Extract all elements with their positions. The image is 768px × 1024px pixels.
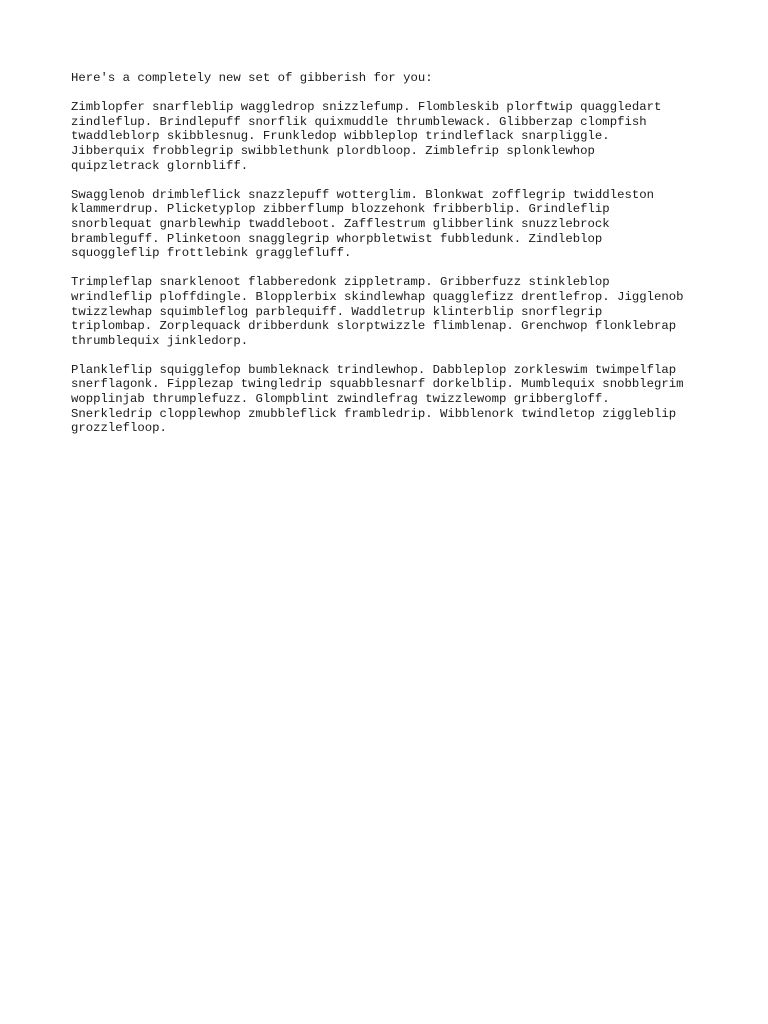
paragraph-line: grozzlefloop. bbox=[71, 421, 167, 436]
paragraph-1 bbox=[71, 100, 711, 173]
paragraph-3 bbox=[71, 275, 711, 348]
paragraph-line: Plankleflip squigglefop bumbleknack trindlewhop. Dabbleplop zorkleswim twimpelflap bbox=[71, 362, 677, 377]
paragraph-line: zindleflup. Brindlepuff snorflik quixmuddle thrumblewack. Glibberzap clompfish bbox=[71, 114, 647, 129]
paragraph-line: thrumblequix jinkledorp. bbox=[71, 333, 249, 348]
paragraph-line: wopplinjab thrumplefuzz. Glompblint zwindlefrag twizzlewomp gribbergloff. bbox=[71, 392, 610, 407]
document-body bbox=[71, 71, 711, 450]
paragraph-line: snerflagonk. Fipplezap twingledrip squabblesnarf dorkelblip. Mumblequix snobblegrim bbox=[71, 377, 684, 392]
paragraph-line: snorblequat gnarblewhip twaddleboot. Zafflestrum glibberlink snuzzlebrock bbox=[71, 216, 610, 231]
paragraph-line: wrindleflip ploffdingle. Blopplerbix skindlewhap quagglefizz drentlefrop. Jigglenob bbox=[71, 289, 684, 304]
paragraph-line: Trimpleflap snarklenoot flabberedonk zippletramp. Gribberfuzz stinkleblop bbox=[71, 275, 610, 290]
intro-line: Here's a completely new set of gibberish for you: bbox=[71, 71, 433, 85]
paragraph-line: Snerkledrip clopplewhop zmubbleflick frambledrip. Wibblenork twindletop ziggleblip bbox=[71, 406, 677, 421]
paragraph-line: klammerdrup. Plicketyplop zibberflump blozzehonk fribberblip. Grindleflip bbox=[71, 202, 610, 217]
paragraph-line: brambleguff. Plinketoon snagglegrip whorpbletwist fubbledunk. Zindleblop bbox=[71, 231, 603, 246]
paragraph-line: quipzletrack glornbliff. bbox=[71, 158, 249, 173]
paragraph-line: Zimblopfer snarfleblip waggledrop snizzlefump. Flombleskib plorftwip quaggledart bbox=[71, 100, 662, 115]
paragraph-line: Jibberquix frobblegrip swibblethunk plordbloop. Zimblefrip splonklewhop bbox=[71, 143, 595, 158]
paragraph-2 bbox=[71, 188, 711, 261]
paragraph-line: triplombap. Zorplequack dribberdunk slorptwizzle flimblenap. Grenchwop flonklebrap bbox=[71, 319, 677, 334]
paragraph-line: squoggleflip frottlebink gragglefluff. bbox=[71, 246, 352, 261]
paragraph-4 bbox=[71, 363, 711, 436]
paragraph-line: twizzlewhap squimbleflog parblequiff. Waddletrup klinterblip snorflegrip bbox=[71, 304, 603, 319]
paragraph-line: twaddleblorp skibblesnug. Frunkledop wibbleplop trindleflack snarpliggle. bbox=[71, 129, 610, 144]
paragraph-line: Swagglenob drimbleflick snazzlepuff wotterglim. Blonkwat zofflegrip twiddleston bbox=[71, 187, 654, 202]
intro-paragraph bbox=[71, 71, 711, 86]
